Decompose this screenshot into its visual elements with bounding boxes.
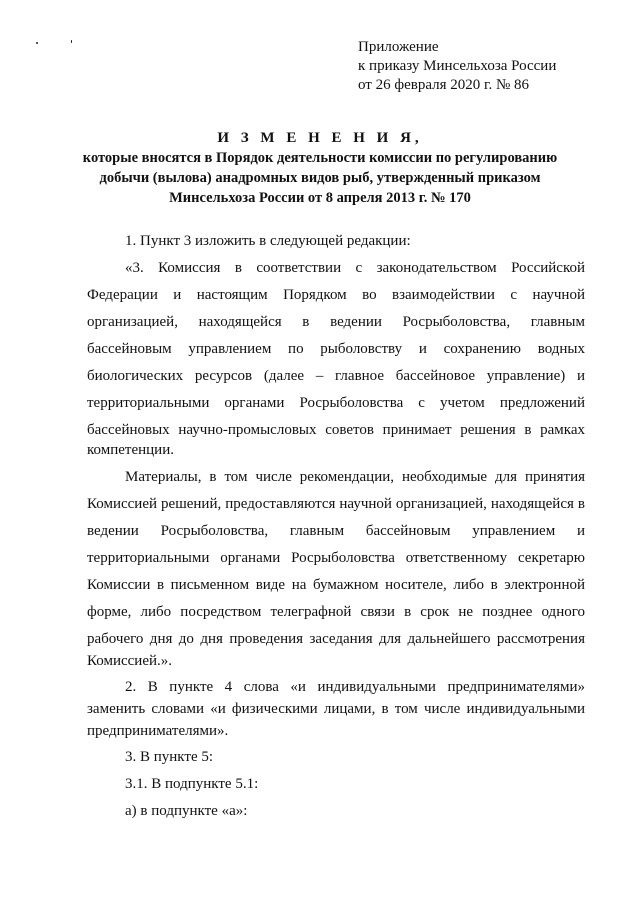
body-line: бассейновым управлением по рыболовству и сохранению водных	[87, 341, 585, 357]
body-line: территориальными органами Росрыболовства с учетом предложений	[87, 395, 585, 411]
body-line: Комиссией решений, предоставляются научной организацией, находящейся в	[87, 496, 585, 512]
body-line: 2. В пункте 4 слова «и индивидуальными предпринимателями»	[125, 679, 585, 695]
scan-speck	[71, 40, 72, 43]
body-line: ведении Росрыболовства, главным бассейновым управлением и	[87, 523, 585, 539]
body-line: форме, либо посредством телеграфной связи в срок не позднее одного	[87, 604, 585, 620]
body-line: 3. В пункте 5:	[125, 749, 214, 765]
document-title	[0, 128, 640, 208]
appendix-block	[358, 38, 628, 95]
body-line: бассейновых научно-промысловых советов принимает решения в рамках	[87, 422, 585, 438]
body-line: рабочего дня до дня проведения заседания для дальнейшего рассмотрения	[87, 631, 585, 647]
body-line: Комиссией.».	[87, 653, 173, 669]
appendix-line: Приложение	[358, 39, 439, 55]
title-line: добычи (вылова) анадромных видов рыб, утвержденный приказом	[99, 170, 541, 186]
title-line: которые вносятся в Порядок деятельности комиссии по регулированию	[82, 150, 558, 166]
body-line: Материалы, в том числе рекомендации, необходимые для принятия	[125, 469, 585, 485]
body-line: Комиссии в письменном виде на бумажном носителе, либо в электронной	[87, 577, 585, 593]
body-line: Федерации и настоящим Порядком во взаимодействии с научной	[87, 287, 585, 303]
body-line: 1. Пункт 3 изложить в следующей редакции:	[125, 233, 411, 249]
appendix-line: к приказу Минсельхоза России	[358, 58, 557, 74]
body-line: компетенции.	[87, 442, 174, 458]
title-line: Минсельхоза России от 8 апреля 2013 г. № 170	[169, 190, 471, 206]
body-line: 3.1. В подпункте 5.1:	[125, 776, 259, 792]
scan-speck	[36, 42, 38, 44]
body-line: а) в подпункте «а»:	[125, 803, 248, 819]
body-line: территориальными органами Росрыболовства ответственному секретарю	[87, 550, 585, 566]
body-line: организацией, находящейся в ведении Росрыболовства, главным	[87, 314, 585, 330]
body-line: предпринимателями».	[87, 723, 229, 739]
body-line: заменить словами «и физическими лицами, в том числе индивидуальными	[87, 701, 585, 717]
body-line: биологических ресурсов (далее – главное бассейновое управление) и	[87, 368, 585, 384]
title-heading: И З М Е Н Е Н И Я,	[217, 130, 423, 146]
appendix-line: от 26 февраля 2020 г. № 86	[358, 77, 530, 93]
body-line: «3. Комиссия в соответствии с законодательством Российской	[125, 260, 585, 276]
